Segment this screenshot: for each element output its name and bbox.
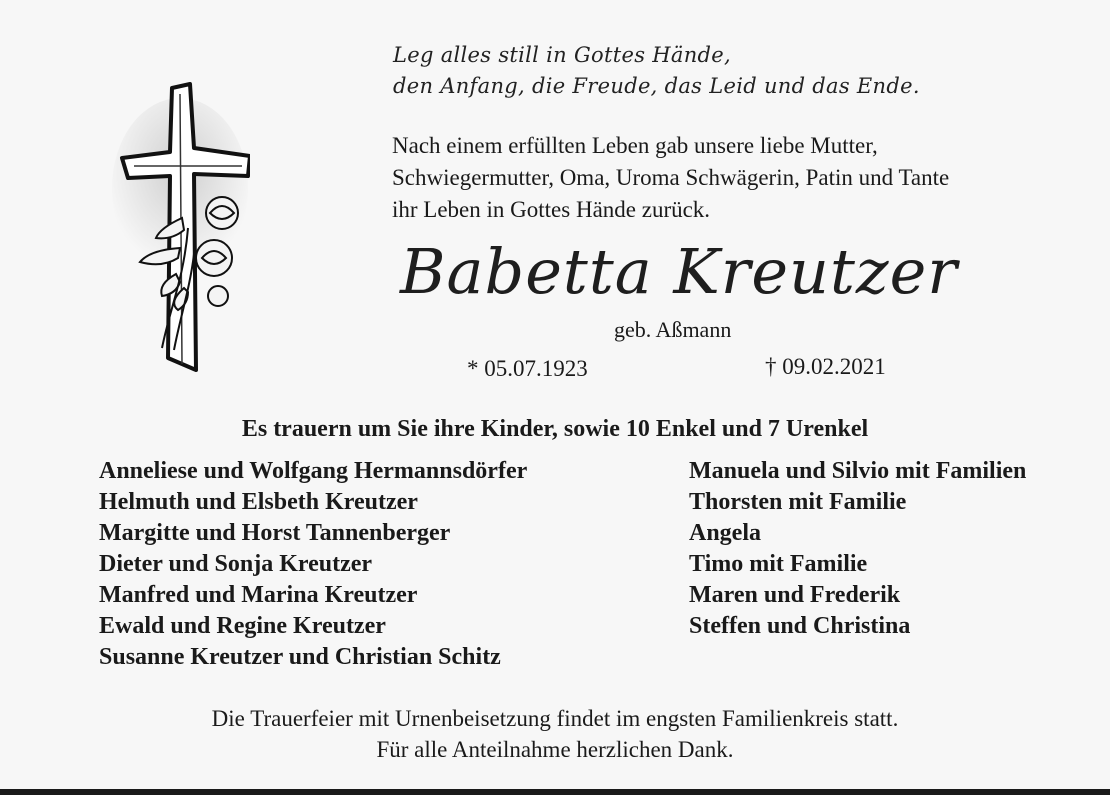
footer-line: Die Trauerfeier mit Urnenbeisetzung findet im engsten Familienkreis statt. [211,706,899,731]
intro-line: ihr Leben in Gottes Hände zurück. [392,197,711,222]
mourner-entry: Manfred und Marina Kreutzer [99,582,418,608]
mourners-list-left [99,456,527,673]
mourners-heading: Es trauern um Sie ihre Kinder, sowie 10 Enkel und 7 Urenkel [241,416,869,442]
intro-text [392,130,949,226]
mourner-entry: Thorsten mit Familie [689,489,907,515]
birth-date: * 05.07.1923 [467,356,588,381]
mourner-entry: Steffen und Christina [689,613,911,639]
mourner-entry: Anneliese und Wolfgang Hermannsdörfer [99,458,528,484]
footer-line: Für alle Anteilnahme herzlichen Dank. [376,737,734,762]
mourner-entry: Angela [689,520,761,546]
footer-text [0,703,1110,765]
intro-line: Nach einem erfüllten Leben gab unsere liebe Mutter, [392,133,878,158]
mourner-entry: Susanne Kreutzer und Christian Schitz [99,644,501,670]
mourners-list-right [689,456,1026,642]
mourner-entry: Ewald und Regine Kreutzer [99,613,386,639]
mourner-entry: Dieter und Sonja Kreutzer [99,551,373,577]
death-date: † 09.02.2021 [765,354,886,379]
intro-line: Schwiegermutter, Oma, Uroma Schwägerin, Patin und Tante [392,165,950,190]
maiden-name: geb. Aßmann [614,317,732,342]
quote-line: Leg alles still in Gottes Hände, [393,43,731,67]
mourner-entry: Timo mit Familie [689,551,868,577]
deceased-name: Babetta Kreutzer [400,235,958,308]
mourner-entry: Helmuth und Elsbeth Kreutzer [99,489,418,515]
quote-line: den Anfang, die Freude, das Leid und das Ende. [393,74,920,98]
cross-with-roses-icon [110,78,250,383]
mourner-entry: Maren und Frederik [689,582,901,608]
mourner-entry: Manuela und Silvio mit Familien [689,458,1027,484]
epigraph-quote [393,40,920,102]
mourner-entry: Margitte und Horst Tannenberger [99,520,451,546]
